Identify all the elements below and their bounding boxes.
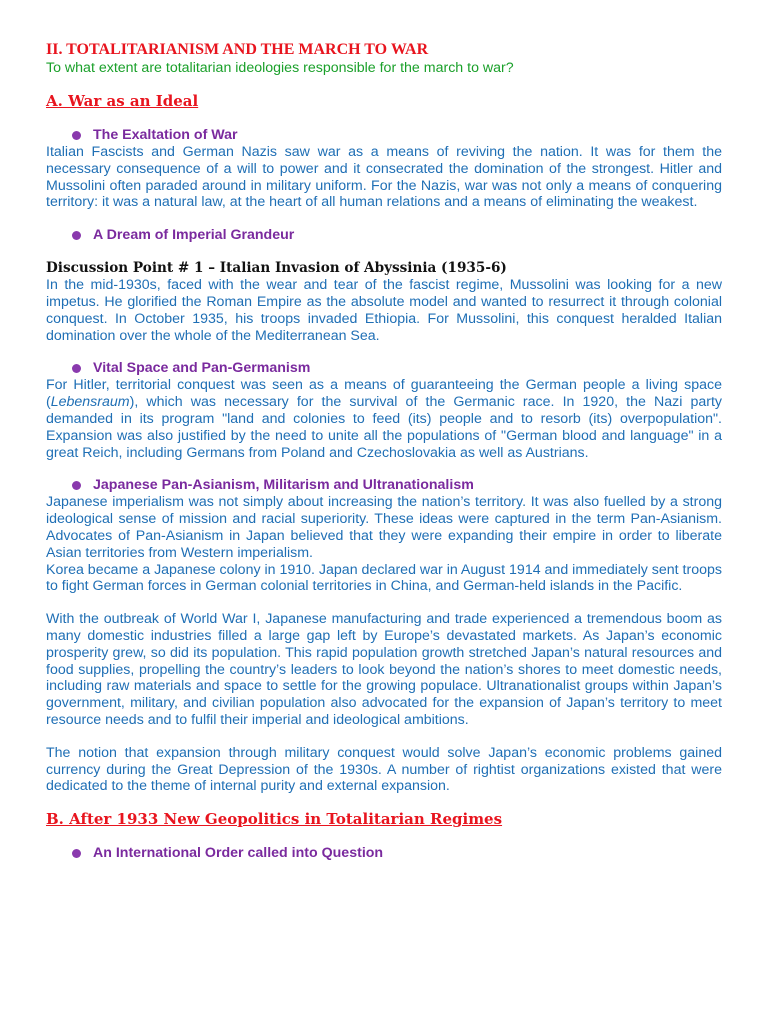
section-b-heading: B. After 1933 New Geopolitics in Totalitarian Regimes <box>46 810 503 829</box>
lebensraum-term: Lebensraum <box>50 394 130 411</box>
bullet-label: The Exaltation of War <box>93 127 238 143</box>
bullet-exaltation <box>46 127 722 144</box>
section-a-heading: A. War as an Ideal <box>46 92 199 110</box>
bullet-dot-icon <box>72 131 81 140</box>
paragraph-abyssinia: In the mid-1930s, faced with the wear and tear of the fascist regime, Mussolini was looking for a new impetus. He glorified the Roman Empire as the absolute model and wanted to resurrect it through colonial conquest. In October 1935, his troops invaded Ethiopia. For Mussolini, this conquest heralded Italian domination over the whole of the Mediterranean Sea. <box>46 277 722 344</box>
bullet-label: Japanese Pan-Asianism, Militarism and Ultranationalism <box>93 477 474 494</box>
paragraph-text: For Hitler, territorial conquest was seen as a means of guaranteeing the German people a living space ( <box>46 377 722 411</box>
bullet-label: Vital Space and Pan-Germanism <box>93 360 311 377</box>
paragraph-text: ), which was necessary for the survival of the Germanic race. In 1920, the Nazi party demanded in its program "land and colonies to feed (its) people and to resorb (its) overpopulation". Expansion was also justified by the need to unite all the populations of "German blood and language" in a great Reich, including Germans from Poland and Czechoslovakia as well as Austrians. <box>46 394 722 461</box>
bullet-dream <box>46 227 722 244</box>
bullet-vital-space <box>46 360 722 377</box>
discussion-point-heading: Discussion Point # 1 – Italian Invasion of Abyssinia (1935-6) <box>46 260 507 277</box>
bullet-japan <box>46 477 722 494</box>
document-page <box>46 40 722 862</box>
bullet-label: An International Order called into Question <box>93 845 384 862</box>
guiding-question: To what extent are totalitarian ideologies responsible for the march to war? <box>46 60 514 76</box>
paragraph-japan-4: The notion that expansion through military conquest would solve Japan’s economic problems gained currency during the Great Depression of the 1930s. A number of rightist organizations existed that were dedicated to the theme of internal purity and external expansion. <box>46 744 722 795</box>
paragraph-exaltation: Italian Fascists and German Nazis saw war as a means of reviving the nation. It was for them the necessary consequence of a will to power and it consecrated the domination of the strongest. Hitler and Mussolini often paraded around in military uniform. For the Nazis, war was not only a means of conquering territory: it was a natural law, at the heart of all human relations and a means of eliminating the weakest. <box>46 144 722 211</box>
paragraph-japan-1: Japanese imperialism was not simply about increasing the nation’s territory. It was also fuelled by a strong ideological sense of mission and racial superiority. These ideas were captured in the term Pan-Asianism. Advocates of Pan-Asianism in Japan believed that they were expanding their empire in order to liberate Asian territories from Western imperialism. <box>46 494 722 561</box>
paragraph-japan-3: With the outbreak of World War I, Japanese manufacturing and trade experienced a tremendous boom as many domestic industries filled a large gap left by Europe’s devastated markets. As Japan’s economic prosperity grew, so did its population. This rapid population growth stretched Japan’s natural resources and food supplies, propelling the country’s leaders to look beyond the nation’s shores to meet domestic needs, including raw materials and space to settle for the growing populace. Ultranationalist groups within Japan’s government, military, and civilian population also advocated for the expansion of Japan’s territory to meet resource needs and to fulfil their imperial and ideological ambitions. <box>46 611 722 728</box>
bullet-label: A Dream of Imperial Grandeur <box>93 227 295 244</box>
document-title: II. TOTALITARIANISM AND THE MARCH TO WAR <box>46 41 429 58</box>
paragraph-vital-space <box>46 377 722 461</box>
paragraph-japan-2: Korea became a Japanese colony in 1910. Japan declared war in August 1914 and immediately sent troops to fight German forces in German colonial territories in China, and German-held islands in the Pacific. <box>46 561 722 595</box>
bullet-international-order <box>46 845 722 862</box>
